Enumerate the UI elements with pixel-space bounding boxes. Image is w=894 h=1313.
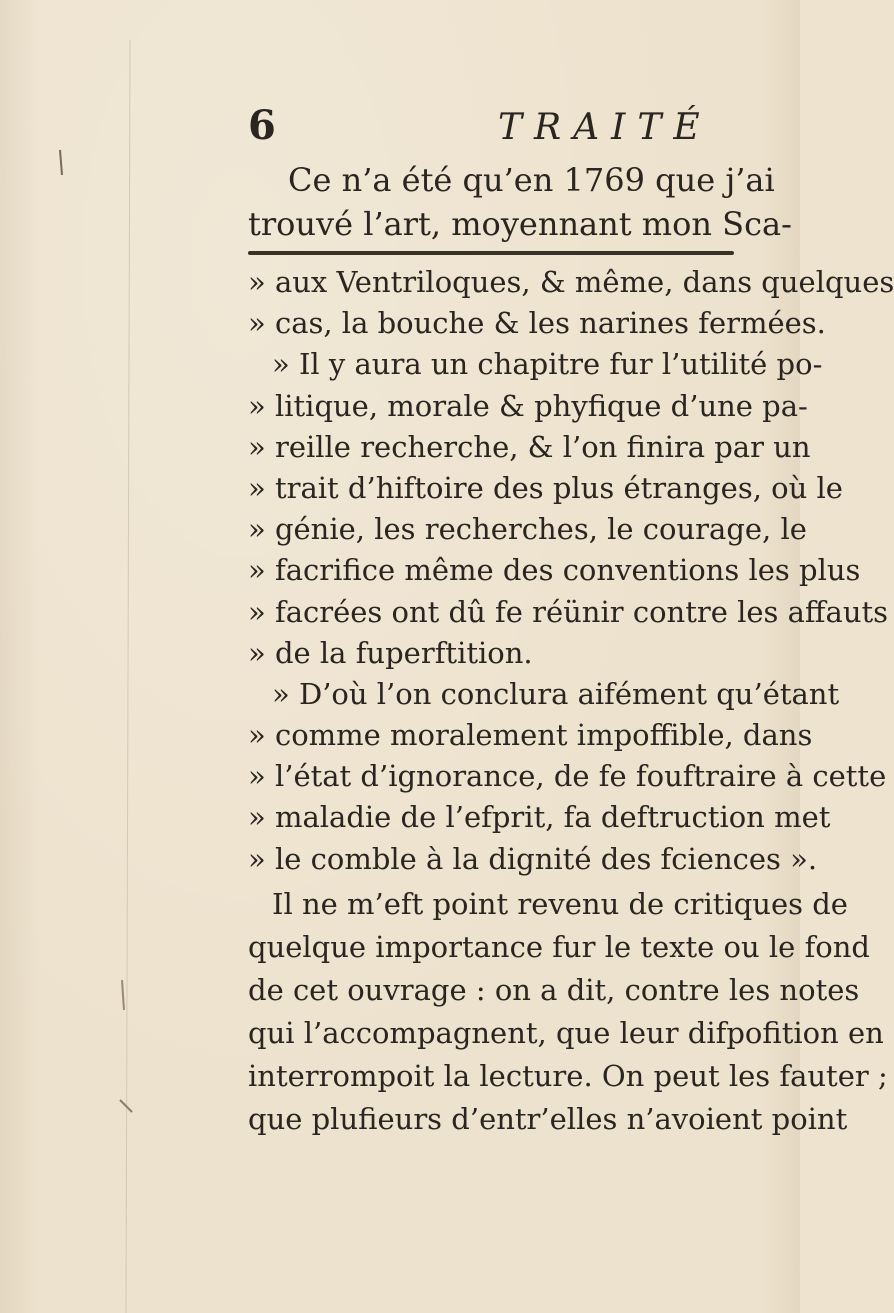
- text-line: » D’où l’on conclura aifément qu’étant: [272, 676, 840, 711]
- text-line: » maladie de l’efprit, fa deftruction met: [248, 800, 831, 835]
- quoted-passage: [248, 262, 894, 880]
- text-line: Il ne m’eft point revenu de critiques de: [272, 887, 848, 921]
- text-line: » cas, la bouche & les narines fermées.: [248, 306, 826, 341]
- text-line: » reille recherche, & l’on finira par un: [248, 429, 811, 464]
- page-header: [248, 104, 718, 154]
- page-number: 6: [248, 102, 276, 149]
- text-line: » l’état d’ignorance, de fe fouftraire à cette: [248, 759, 887, 794]
- text-line: » facrifice même des conventions les plus: [248, 553, 861, 588]
- text-line: que plufieurs d’entr’elles n’avoient point: [248, 1102, 848, 1136]
- text-line: » litique, morale & phyfique d’une pa-: [248, 388, 808, 423]
- text-line: qui l’accompagnent, que leur difpofition en: [248, 1016, 884, 1050]
- closing-paragraph: [248, 883, 888, 1141]
- text-line: interrompoit la lecture. On peut les fauter ;: [248, 1059, 888, 1093]
- text-line: » facrées ont dû fe réünir contre les affauts: [248, 594, 889, 629]
- text-line: » Il y aura un chapitre fur l’utilité po-: [272, 347, 823, 382]
- running-title: TRAITÉ: [498, 107, 712, 148]
- opening-paragraph: [248, 158, 792, 246]
- text-line: quelque importance fur le texte ou le fond: [248, 930, 870, 964]
- text-line: de cet ouvrage : on a dit, contre les notes: [248, 973, 860, 1007]
- text-line: Ce n’a été qu’en 1769 que j’ai: [288, 161, 775, 199]
- text-line: trouvé l’art, moyennant mon Sca-: [248, 205, 792, 243]
- text-line: » comme moralement impoffible, dans: [248, 718, 813, 753]
- text-line: » aux Ventriloques, & même, dans quelques: [248, 265, 894, 299]
- text-line: » de la fuperftition.: [248, 635, 533, 670]
- text-line: » trait d’hiftoire des plus étranges, où le: [248, 470, 843, 505]
- section-divider: [248, 251, 734, 255]
- text-line: » le comble à la dignité des fciences ».: [248, 841, 818, 876]
- text-line: » génie, les recherches, le courage, le: [248, 512, 807, 547]
